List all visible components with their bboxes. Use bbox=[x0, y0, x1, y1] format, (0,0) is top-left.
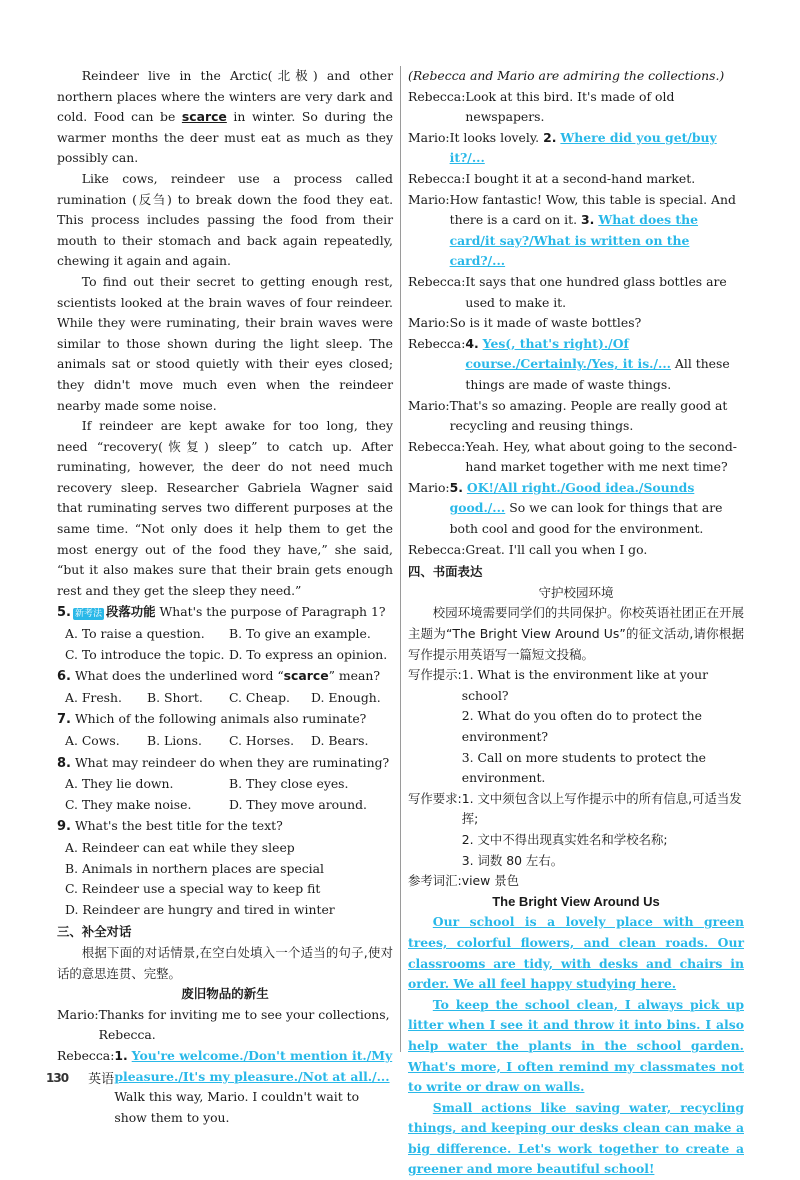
requirement: 1. 文中须包含以上写作提示中的所有信息,可适当发挥; bbox=[461, 790, 742, 827]
option[interactable]: A. Fresh. bbox=[65, 689, 122, 705]
dialogue-line: Rebecca: Great. I'll call you when I go. bbox=[408, 541, 648, 557]
question-8: 8. What may reindeer do when they are ruminating? A. They lie down. B. They close eyes. C. They make noise. D. They move around. bbox=[57, 753, 393, 816]
hint: 3. Call on more students to protect the environment. bbox=[461, 749, 707, 786]
option[interactable]: B. Lions. bbox=[147, 733, 202, 748]
passage-paragraph-3: To find out their secret to getting enough rest, scientists looked at the brain waves of four reindeer. While they were ruminating, their brain waves were similar to those shown during the light sleep. The animals sat or stood quietly with their eyes closed; they didn't move much even when the reindeer nearby made some noise. bbox=[57, 273, 393, 413]
option[interactable]: D. To express an opinion. bbox=[229, 646, 388, 662]
option[interactable]: A. Cows. bbox=[65, 733, 120, 748]
page-footer bbox=[46, 1068, 114, 1087]
sample-essay bbox=[408, 912, 744, 1180]
writing-instruction: 校园环境需要同学们的共同保护。你校英语社团正在开展主题为“The Bright View Around Us”的征文活动,请你根据写作提示用英语写一篇短文投稿。 bbox=[408, 605, 744, 662]
question-8-options bbox=[57, 774, 393, 815]
reference-vocab: 参考词汇:view 景色 bbox=[408, 873, 519, 889]
section-3-heading: 三、补全对话 bbox=[57, 924, 132, 940]
left-column bbox=[57, 66, 393, 1128]
hint: 1. What is the environment like at your school? bbox=[461, 667, 709, 703]
answer-blank-2[interactable]: Where did you get/buy it?/... bbox=[449, 129, 717, 166]
requirement: 3. 词数 80 左右。 bbox=[461, 852, 564, 868]
dialogue-line: Rebecca: It says that one hundred glass bottles are used to make it. bbox=[408, 273, 727, 310]
option[interactable]: B. Short. bbox=[147, 689, 203, 705]
option[interactable]: B. They close eyes. bbox=[229, 776, 349, 792]
question-5-options bbox=[57, 624, 393, 665]
option[interactable]: C. To introduce the topic. bbox=[65, 646, 225, 662]
hint: 2. What do you often do to protect the environment? bbox=[461, 708, 703, 744]
passage-paragraph-1: Reindeer live in the Arctic(北极) and other northern places where the winters are very dark and cold. Food can be scarce in winter. So during the warmer months the deer must eat as much as they possibly can. bbox=[57, 68, 393, 166]
answer-blank-4[interactable]: Yes(, that's right)./Of course./Certainly./Yes, it is./... bbox=[465, 335, 671, 372]
dialogue-line: Rebecca: Look at this bird. It's made of old newspapers. bbox=[408, 88, 675, 125]
option[interactable]: D. Enough. bbox=[311, 689, 381, 705]
requirement: 2. 文中不得出现真实姓名和学校名称; bbox=[461, 831, 668, 847]
option[interactable]: D. Bears. bbox=[311, 733, 369, 748]
underlined-word-scarce: scarce bbox=[181, 109, 227, 125]
dialogue-line: Mario: It looks lovely. 2. Where did you get/buy it?/... bbox=[408, 129, 717, 166]
dialogue-title: 废旧物品的新生 bbox=[181, 986, 269, 1002]
writing-requirements: 写作要求: 1. 文中须包含以上写作提示中的所有信息,可适当发挥; 2. 文中不得出现真实姓名和学校名称; 3. 词数 80 左右。 bbox=[408, 789, 744, 871]
stage-direction: (Rebecca and Mario are admiring the collections.) bbox=[408, 68, 725, 83]
answer-blank-3[interactable]: What does the card/it say?/What is written on the card?/... bbox=[449, 212, 699, 269]
option[interactable]: A. They lie down. bbox=[65, 776, 174, 792]
option[interactable]: B. To give an example. bbox=[229, 626, 371, 642]
section-3-instruction: 根据下面的对话情景,在空白处填入一个适当的句子,使对话的意思连贯、完整。 bbox=[57, 944, 393, 981]
option[interactable]: C. Cheap. bbox=[229, 689, 290, 705]
dialogue-line: Mario: Thanks for inviting me to see your collections, Rebecca. bbox=[57, 1006, 390, 1043]
dialogue-line: Mario: How fantastic! Wow, this table is special. And there is a card on it. 3. What does the card/it say?/What is written on the card?/... bbox=[408, 191, 736, 269]
dialogue-line: Mario: 5. OK!/All right./Good idea./Sounds good./... So we can look for things that are both cool and good for the environment. bbox=[408, 479, 723, 537]
option[interactable]: C. Reindeer use a special way to keep fit bbox=[65, 881, 321, 897]
option[interactable]: C. They make noise. bbox=[65, 796, 192, 812]
dialogue-line: Rebecca: 1. You're welcome./Don't mention it./My pleasure./It's my pleasure./Not at all./... Walk this way, Mario. I couldn't wait to show them to you. bbox=[57, 1047, 393, 1125]
question-6-options bbox=[57, 688, 393, 709]
option[interactable]: A. To raise a question. bbox=[65, 626, 205, 642]
passage-paragraph-2: Like cows, reindeer use a process called rumination (反刍) to break down the food they eat. This process includes passing the food from their mouth to their stomach and back again repeatedly, chewing it again and again. bbox=[57, 170, 394, 269]
question-9: 9. What's the best title for the text? A. Reindeer can eat while they sleep B. Animals in northern places are special C. Reindeer use a special way to keep fit D. Reindeer are hungry and tired in winter bbox=[57, 816, 393, 920]
option[interactable]: D. Reindeer are hungry and tired in winter bbox=[65, 901, 335, 917]
essay-paragraph: To keep the school clean, I always pick up litter when I see it and throw it into bins. I also help water the plants in the school garden. What's more, I often remind my classmates not to write or draw on walls. bbox=[408, 996, 744, 1095]
subject-label: 英语 bbox=[88, 1072, 115, 1087]
dialogue-line: Mario: That's so amazing. People are really good at recycling and reusing things. bbox=[408, 397, 728, 434]
section-4-heading: 四、书面表达 bbox=[408, 564, 483, 580]
passage-paragraph-4: If reindeer are kept awake for too long, they need “recovery(恢复) sleep” to catch up. After ruminating, however, the deer do not need much recovery sleep. Researcher Gabriela Wagner said that ruminating serves two different purposes at the same time. “Not only does it help them to get the most energy out of the food they have,” she said, “but it also makes sure that their brain gets enough rest and they get the sleep they need.” bbox=[57, 418, 393, 598]
option[interactable]: B. Animals in northern places are special bbox=[65, 860, 324, 876]
question-9-options bbox=[57, 838, 393, 920]
essay-title: The Bright View Around Us bbox=[492, 893, 660, 909]
option[interactable]: C. Horses. bbox=[229, 733, 295, 748]
right-column bbox=[408, 66, 744, 1180]
option[interactable]: A. Reindeer can eat while they sleep bbox=[65, 839, 295, 855]
page-number: 130 bbox=[46, 1070, 69, 1085]
answer-blank-5[interactable]: OK!/All right./Good idea./Sounds good./... bbox=[449, 479, 695, 516]
dialogue-line: Rebecca: Yeah. Hey, what about going to the second-hand market together with me next time? bbox=[408, 438, 737, 475]
dialogue-line: Mario: So is it made of waste bottles? bbox=[408, 315, 642, 331]
column-divider bbox=[400, 66, 401, 1052]
essay-paragraph: Small actions like saving water, recycling things, and keeping our desks clean can make a big difference. Let's work together to create a greener and more beautiful school! bbox=[408, 1099, 744, 1177]
option[interactable]: D. They move around. bbox=[229, 796, 367, 812]
question-6: 6. What does the underlined word “scarce” mean? A. Fresh. B. Short. C. Cheap. D. Enough. bbox=[57, 666, 393, 708]
writing-title: 守护校园环境 bbox=[538, 584, 614, 600]
dialogue-line: Rebecca: 4. Yes(, that's right)./Of course./Certainly./Yes, it is./... All these things are made of waste things. bbox=[408, 335, 730, 392]
essay-paragraph: Our school is a lovely place with green trees, colorful flowers, and clean roads. Our classrooms are tidy, with desks and chairs in order. We all feel happy studying here. bbox=[408, 914, 744, 992]
question-5: 5. 新考法 段落功能 What's the purpose of Paragraph 1? A. To raise a question. B. To give an example. C. To introduce the topic. D. To express an opinion. bbox=[57, 602, 393, 665]
writing-hints: 写作提示: 1. What is the environment like at your school? 2. What do you often do to protect the environment? 3. Call on more students to protect the environment. bbox=[408, 665, 744, 789]
question-7: 7. Which of the following animals also ruminate? A. Cows. B. Lions. C. Horses. D. Bears. bbox=[57, 709, 393, 751]
dialogue-line: Rebecca: I bought it at a second-hand market. bbox=[408, 170, 696, 186]
new-format-tag: 新考法 bbox=[74, 609, 102, 620]
question-7-options bbox=[57, 731, 393, 752]
answer-blank-1[interactable]: You're welcome./Don't mention it./My pleasure./It's my pleasure./Not at all./... bbox=[114, 1047, 393, 1084]
